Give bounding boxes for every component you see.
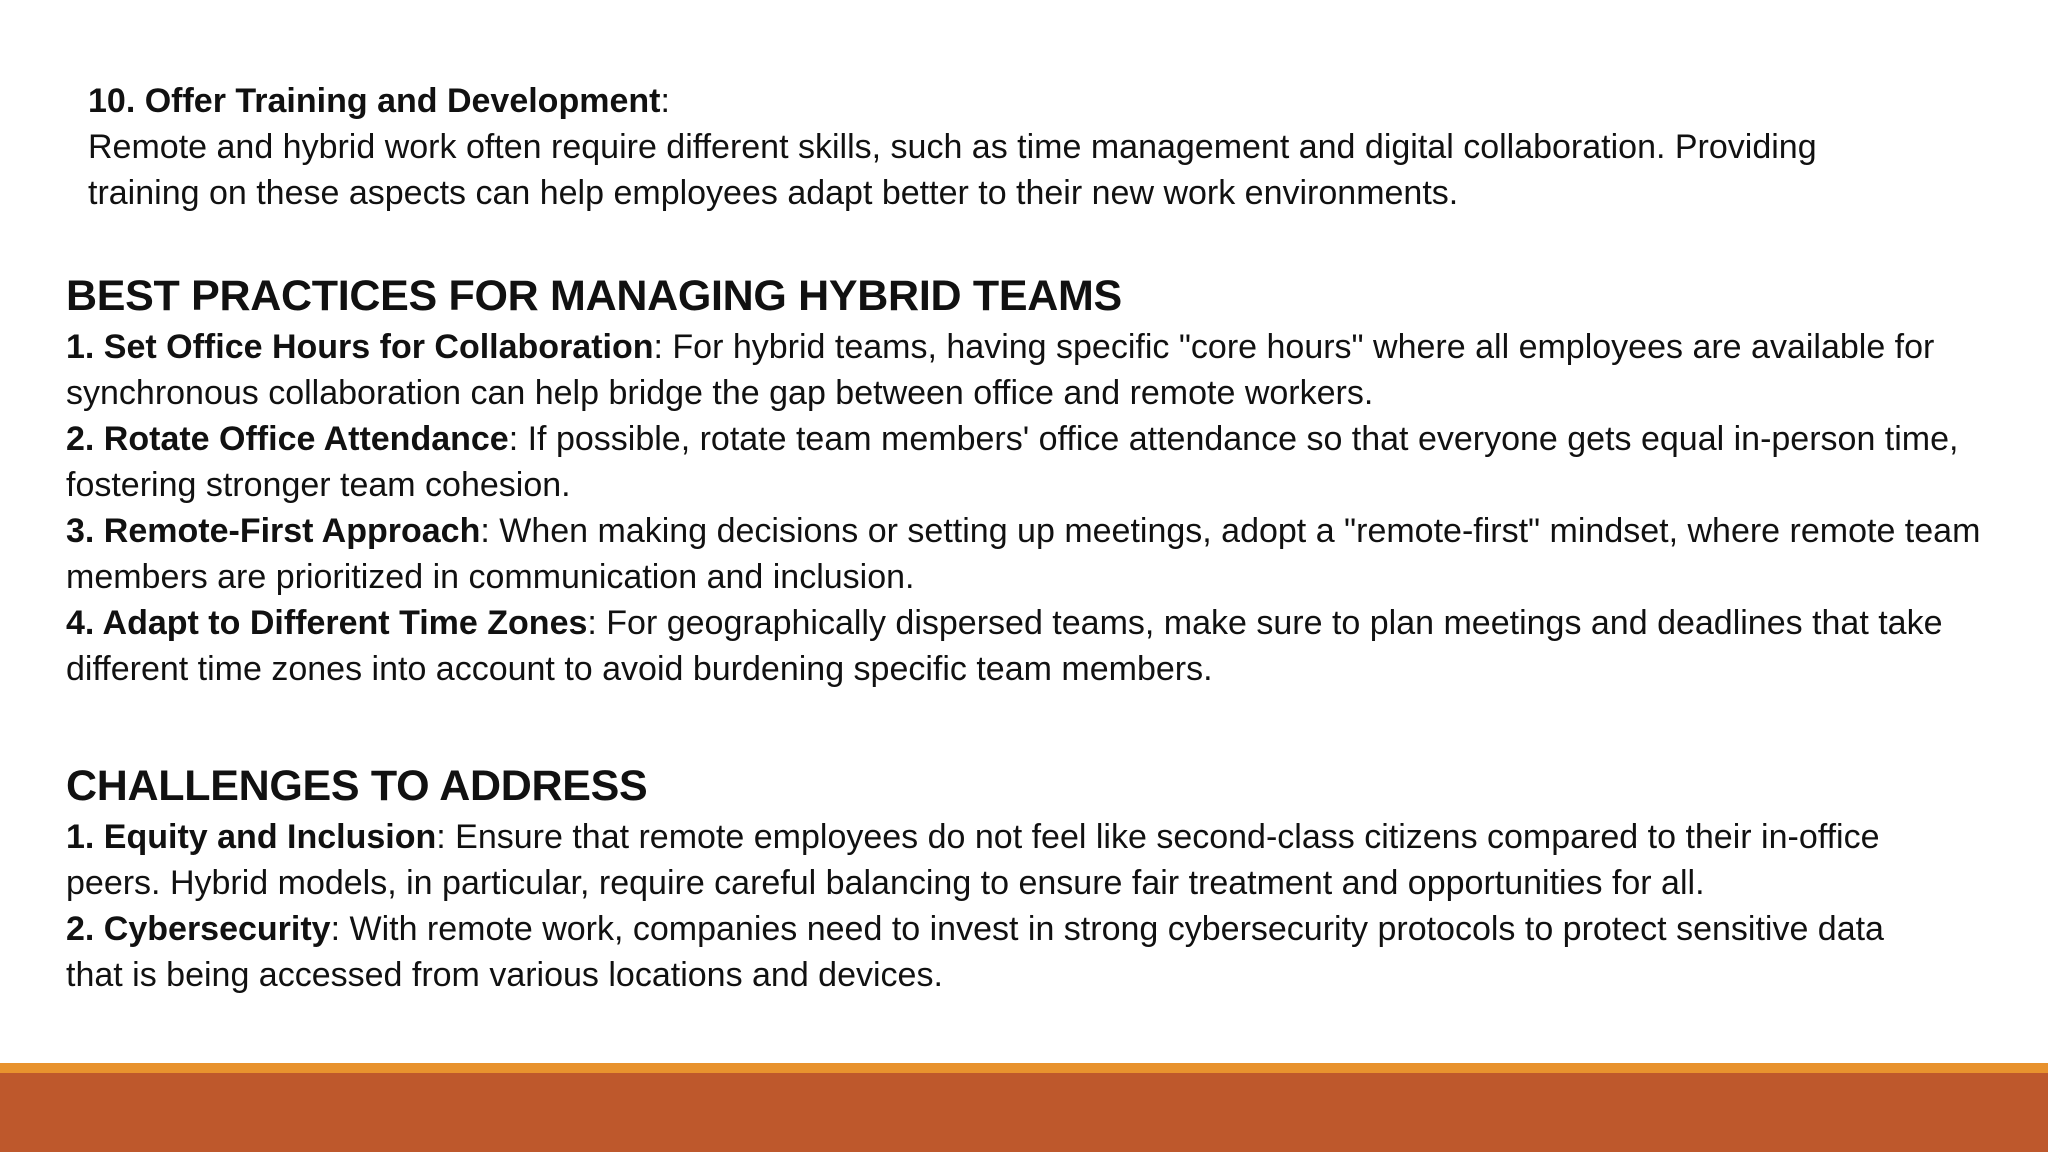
best-practice-item-4 <box>66 600 2001 692</box>
challenges-heading: CHALLENGES TO ADDRESS <box>66 762 648 810</box>
best-practice-label: 4. Adapt to Different Time Zones <box>66 604 588 642</box>
best-practice-text: : For hybrid teams, having specific "core hours" where all employees are available for synchronous collaboration can help bridge the gap between office and remote workers. <box>66 328 1935 412</box>
intro-body: Remote and hybrid work often require different skills, such as time management and digital collaboration. Providing training on these aspects can help employees adapt better to their new work environments. <box>88 128 1817 212</box>
intro-block <box>88 78 1988 216</box>
best-practice-text: : If possible, rotate team members' office attendance so that everyone gets equal in-person time, fostering stronger team cohesion. <box>66 420 1959 504</box>
footer-accent-stripe <box>0 1063 2048 1073</box>
intro-title: 10. Offer Training and Development <box>88 82 661 120</box>
best-practice-text: : For geographically dispersed teams, make sure to plan meetings and deadlines that take different time zones into account to avoid burdening specific team members. <box>66 604 1943 688</box>
best-practice-item-2 <box>66 416 2001 508</box>
intro-title-suffix: : <box>660 82 670 120</box>
best-practice-item-1 <box>66 324 2001 416</box>
best-practice-label: 3. Remote-First Approach <box>66 512 481 550</box>
challenge-label: 2. Cybersecurity <box>66 910 331 948</box>
best-practice-label: 2. Rotate Office Attendance <box>66 420 509 458</box>
challenge-item-1 <box>66 814 1906 906</box>
challenges-section <box>66 758 2006 998</box>
best-practice-item-3 <box>66 508 2001 600</box>
challenge-text: : With remote work, companies need to invest in strong cybersecurity protocols to protect sensitive data that is being accessed from various locations and devices. <box>66 910 1884 994</box>
challenge-label: 1. Equity and Inclusion <box>66 818 437 856</box>
challenge-item-2 <box>66 906 1906 998</box>
best-practice-label: 1. Set Office Hours for Collaboration <box>66 328 654 366</box>
footer-band <box>0 1073 2048 1152</box>
challenge-text: : Ensure that remote employees do not feel like second-class citizens compared to their in-office peers. Hybrid models, in particular, require careful balancing to ensure fair treatment and opportunities for all. <box>66 818 1880 902</box>
best-practice-text: : When making decisions or setting up meetings, adopt a "remote-first" mindset, where remote team members are prioritized in communication and inclusion. <box>66 512 1981 596</box>
best-practices-section <box>66 268 2006 692</box>
intro-title-line <box>88 78 1988 124</box>
best-practices-heading: BEST PRACTICES FOR MANAGING HYBRID TEAMS <box>66 272 1122 320</box>
